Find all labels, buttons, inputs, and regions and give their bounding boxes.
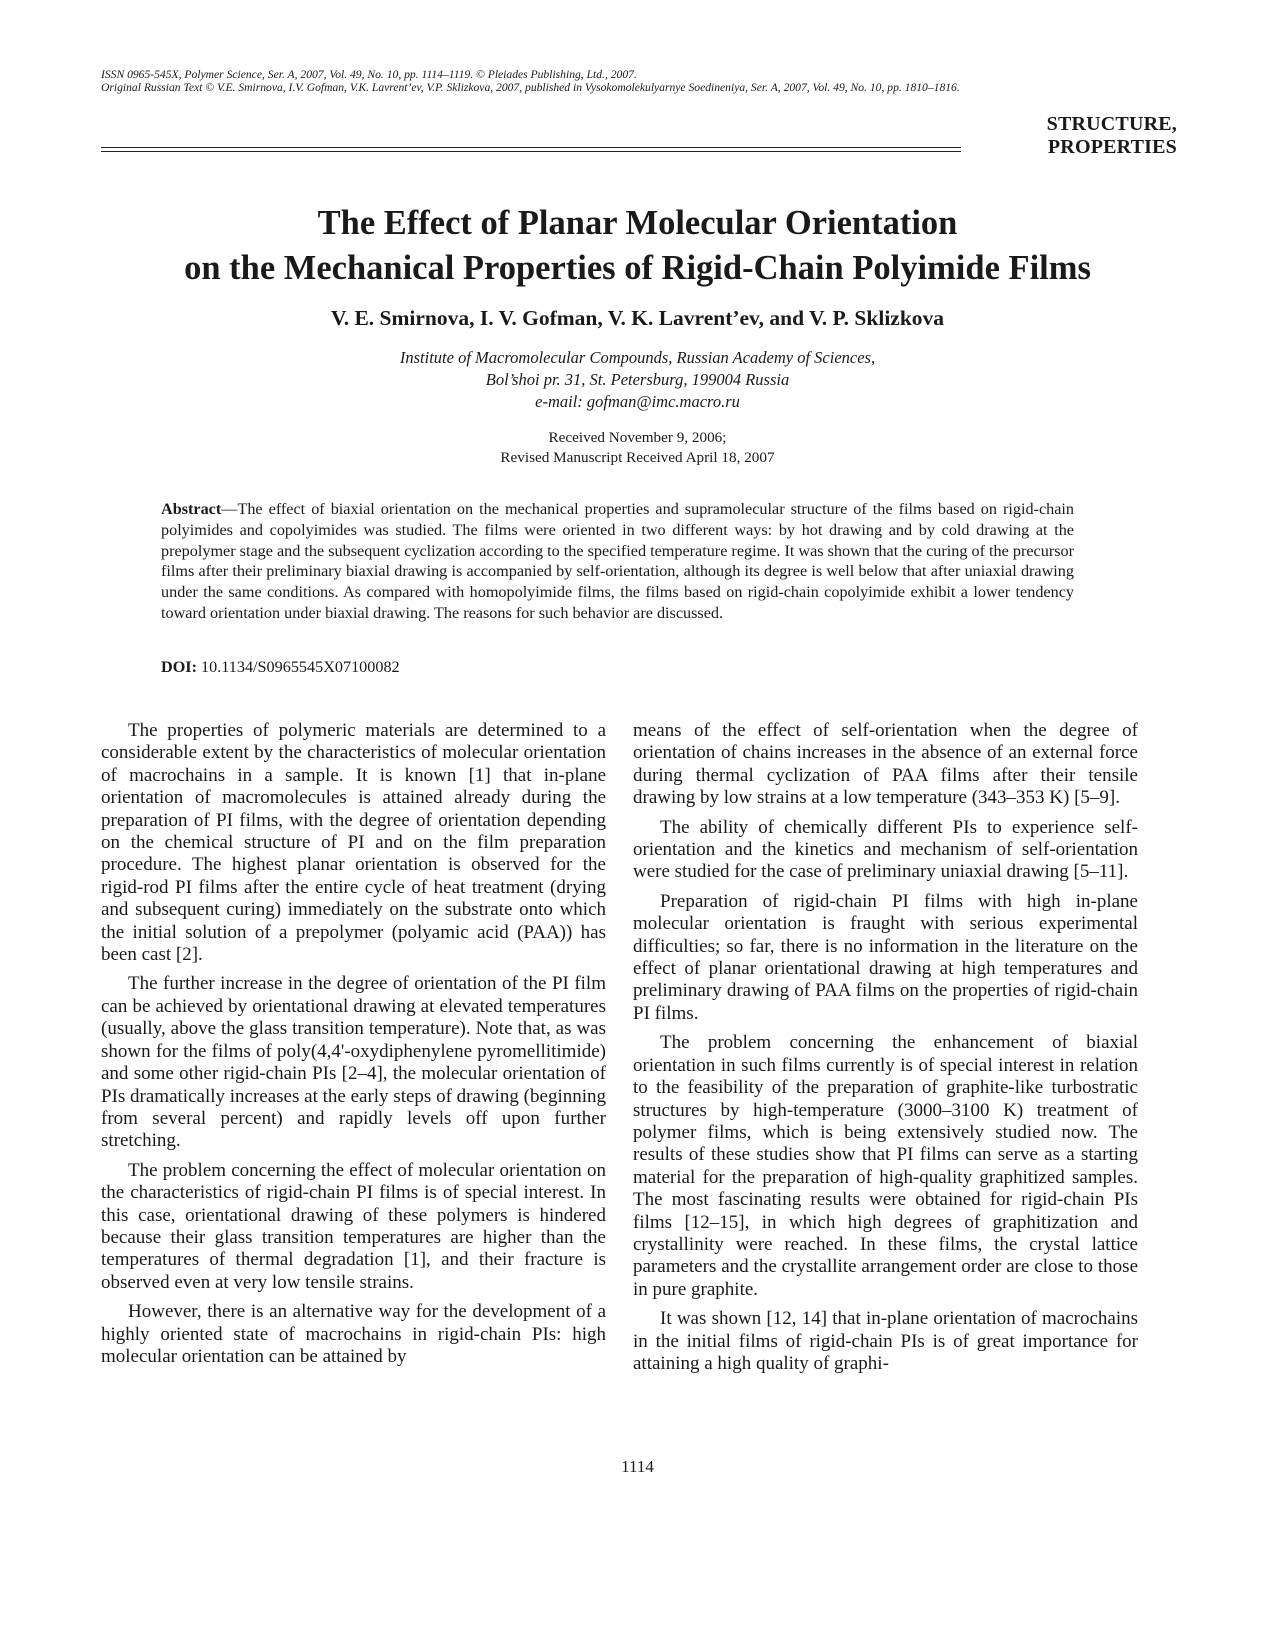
article-title-line1: The Effect of Planar Molecular Orientation — [317, 204, 958, 242]
abstract-text: —The effect of biaxial orientation on the mechanical properties and supramolecular structure of the films based on rigid-chain polyimides and copolyimides was studied. The films were oriented in two different ways: by hot drawing and by cold drawing at the prepolymer stage and the subsequent cyclization according to the specified temperature regime. It was shown that the curing of the precursor films after their preliminary biaxial drawing is accompanied by self-orientation, although its degree is well below that after uniaxial drawing under the same conditions. As compared with homopolyimide films, the films based on rigid-chain copolyimide exhibit a lower tendency toward orientation under biaxial drawing. The reasons for such behavior are discussed. — [161, 500, 1074, 622]
article-title-line2: on the Mechanical Properties of Rigid-Chain Polyimide Films — [184, 249, 1091, 287]
section-rule-bottom — [101, 151, 961, 152]
body-paragraph: The properties of polymeric materials are determined to a considerable extent by the characteristics of molecular orientation of macrochains in a sample. It is known [1] that in-plane orientation of macromolecules is attained already during the preparation of PI films, with the degree of orientation depending on the chemical structure of PI and on the film preparation procedure. The highest planar orientation is observed for the rigid-rod PI films after the entire cycle of heat treatment (drying and subsequent curing) immediately on the substrate onto which the initial solution of a prepolymer (polyamic acid (PAA)) has been cast [2]. — [101, 720, 606, 966]
body-paragraph: It was shown [12, 14] that in-plane orientation of macrochains in the initial films of rigid-chain PIs is of great importance for attaining a high quality of graphi- — [633, 1308, 1138, 1374]
body-column-right — [633, 720, 1138, 1382]
section-label-line1: STRUCTURE, — [1046, 113, 1177, 135]
body-paragraph: The problem concerning the effect of molecular orientation on the characteristics of rigid-chain PI films is of special interest. In this case, orientational drawing of these polymers is hindered because their glass transition temperatures are higher than the temperatures of thermal degradation [1], and their fracture is observed even at very low tensile strains. — [101, 1159, 606, 1293]
journal-citation-line: ISSN 0965-545X, Polymer Science, Ser. A, 2007, Vol. 49, No. 10, pp. 1114–1119. © Pleiades Publishing, Ltd., 2007. — [101, 68, 637, 81]
section-rule-top — [101, 147, 961, 148]
doi — [161, 657, 761, 677]
body-paragraph: Preparation of rigid-chain PI films with high in-plane molecular orientation is fraught with serious experimental difficulties; so far, there is no information in the literature on the effect of planar orientational drawing at high temperatures and preliminary drawing of PAA films on the properties of rigid-chain PI films. — [633, 890, 1138, 1024]
abstract — [161, 499, 1074, 624]
abstract-label: Abstract — [161, 500, 222, 518]
body-paragraph-continued: means of the effect of self-orientation when the degree of orientation of chains increases in the absence of an external force during thermal cyclization of PAA films after their tensile drawing by low strains at a low temperature (343–353 K) [5–9]. — [633, 720, 1138, 809]
doi-value: 10.1134/S0965545X07100082 — [201, 658, 400, 676]
body-paragraph: The further increase in the degree of orientation of the PI film can be achieved by orientational drawing at elevated temperatures (usually, above the glass transition temperature). Note that, as was shown for the films of poly(4,4'-oxydiphenylene pyromellitimide) and some other rigid-chain PIs [2–4], the molecular orientation of PIs dramatically increases at the early steps of drawing (beginning from several percent) and rapidly levels off upon further stretching. — [101, 973, 606, 1152]
body-paragraph: The ability of chemically different PIs to experience self-orientation and the kinetics and mechanism of self-orientation were studied for the case of preliminary uniaxial drawing [5–11]. — [633, 816, 1138, 883]
body-paragraph: The problem concerning the enhancement of biaxial orientation in such films currently is of special interest in relation to the feasibility of the preparation of graphite-like turbostratic structures by high-temperature (3000–3100 K) treatment of polymer films, which is being extensively studied now. The results of these studies show that PI films can serve as a starting material for the preparation of high-quality graphitized samples. The most fascinating results were obtained for rigid-chain PIs films [12–15], in which high degrees of graphitization and crystallinity were reached. In these films, the crystal lattice parameters and the crystallite arrangement order are close to those in pure graphite. — [633, 1032, 1138, 1300]
body-paragraph: However, there is an alternative way for the development of a highly oriented state of macrochains in rigid-chain PIs: high molecular orientation can be attained by — [101, 1301, 606, 1367]
author-email: e-mail: gofman@imc.macro.ru — [535, 392, 740, 411]
body-column-left — [101, 720, 606, 1375]
page-number: 1114 — [621, 1457, 654, 1476]
section-label-line2: PROPERTIES — [1047, 136, 1177, 158]
received-date: Received November 9, 2006; — [548, 429, 727, 446]
original-text-line: Original Russian Text © V.E. Smirnova, I.V. Gofman, V.K. Lavrent’ev, V.P. Sklizkova, 2007, published in Vysokomolekulyarnye Soedineniya, Ser. A, 2007, Vol. 49, No. 10, pp. 1810–1816. — [101, 81, 960, 94]
article-authors: V. E. Smirnova, I. V. Gofman, V. K. Lavrent’ev, and V. P. Sklizkova — [330, 306, 945, 330]
affiliation-line2: Bol’shoi pr. 31, St. Petersburg, 199004 Russia — [485, 370, 790, 389]
revised-date: Revised Manuscript Received April 18, 2007 — [500, 449, 775, 466]
doi-label: DOI: — [161, 658, 197, 676]
affiliation-line1: Institute of Macromolecular Compounds, Russian Academy of Sciences, — [399, 348, 876, 367]
